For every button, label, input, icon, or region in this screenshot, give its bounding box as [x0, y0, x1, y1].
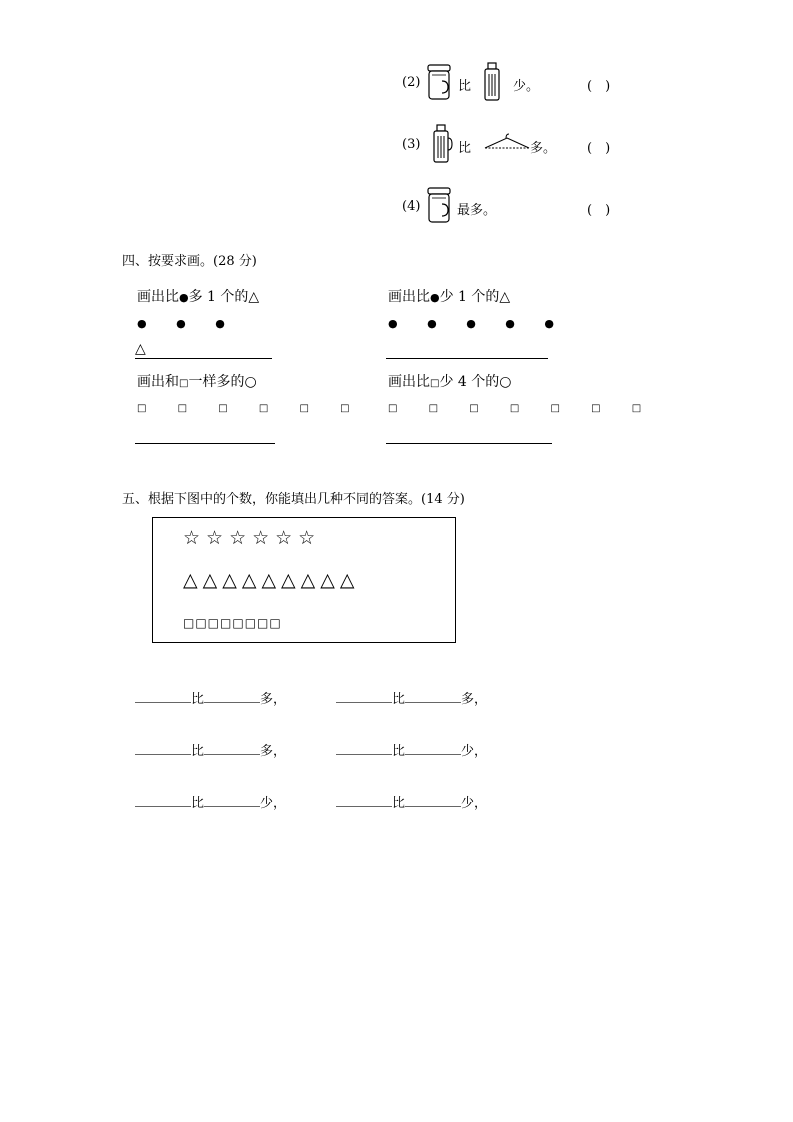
squares-row: □□□□□□□□	[183, 616, 282, 630]
task-1-answer-start: △	[135, 341, 146, 357]
task-2-answer-line[interactable]	[386, 358, 548, 359]
blank[interactable]	[204, 741, 260, 755]
blank[interactable]	[204, 793, 260, 807]
thermos-icon	[482, 62, 502, 102]
item-2-word-bi: 比	[458, 79, 472, 94]
blank[interactable]	[405, 689, 461, 703]
hanger-icon	[484, 132, 530, 152]
task-3-prompt: 画出和□一样多的○	[137, 374, 257, 390]
blank[interactable]	[135, 741, 191, 755]
jar-icon	[426, 63, 454, 101]
blank[interactable]	[405, 793, 461, 807]
section-5-title: 五、根据下图中的个数，你能填出几种不同的答案。(14 分)	[122, 492, 465, 507]
thermos-icon	[431, 124, 453, 164]
dot-marker: ●	[430, 291, 440, 304]
item-3-word-bi: 比	[458, 141, 472, 156]
fill-row-1-left: 比 多，	[135, 688, 286, 707]
task-1-given-dots: ● ● ●	[137, 317, 238, 330]
triangles-row: △△△△△△△△△	[183, 569, 360, 591]
stars-row: ☆☆☆☆☆☆	[183, 527, 322, 549]
task-4-answer-line[interactable]	[386, 443, 552, 444]
item-2-number: (2)	[402, 75, 421, 90]
blank[interactable]	[336, 741, 392, 755]
item-3-word-duo: 多。	[530, 141, 557, 156]
task-3-answer-line[interactable]	[135, 443, 275, 444]
item-3-answer-paren[interactable]: ( )	[587, 141, 611, 156]
blank[interactable]	[135, 689, 191, 703]
blank[interactable]	[135, 793, 191, 807]
item-2-answer-paren[interactable]: ( )	[587, 79, 611, 94]
task-3-given-squares: □ □ □ □ □ □	[137, 403, 364, 414]
jar-icon	[426, 186, 454, 224]
fill-row-3-left: 比 少，	[135, 792, 286, 811]
item-3-number: (3)	[402, 137, 421, 152]
task-1-answer-line[interactable]	[135, 358, 272, 359]
task-1-prompt: 画出比●多 1 个的△	[137, 289, 260, 305]
task-2-given-dots: ● ● ● ● ●	[388, 317, 567, 330]
dot-marker: ●	[179, 291, 189, 304]
square-marker: □	[179, 378, 189, 389]
item-4-answer-paren[interactable]: ( )	[587, 203, 611, 218]
square-marker: □	[430, 378, 440, 389]
item-4-word-zuiduo: 最多。	[457, 203, 497, 218]
section-4-title: 四、按要求画。(28 分)	[122, 254, 257, 269]
blank[interactable]	[336, 689, 392, 703]
fill-row-3-right: 比 少，	[336, 792, 487, 811]
task-2-prompt: 画出比●少 1 个的△	[388, 289, 511, 305]
blank[interactable]	[405, 741, 461, 755]
blank[interactable]	[204, 689, 260, 703]
task-4-given-squares: □ □ □ □ □ □ □	[388, 403, 656, 414]
fill-row-1-right: 比 多，	[336, 688, 487, 707]
item-4-number: (4)	[402, 199, 421, 214]
task-4-prompt: 画出比□少 4 个的○	[388, 374, 512, 390]
item-2-word-shao: 少。	[513, 79, 540, 94]
fill-row-2-right: 比 少，	[336, 740, 487, 759]
blank[interactable]	[336, 793, 392, 807]
fill-row-2-left: 比 多，	[135, 740, 286, 759]
